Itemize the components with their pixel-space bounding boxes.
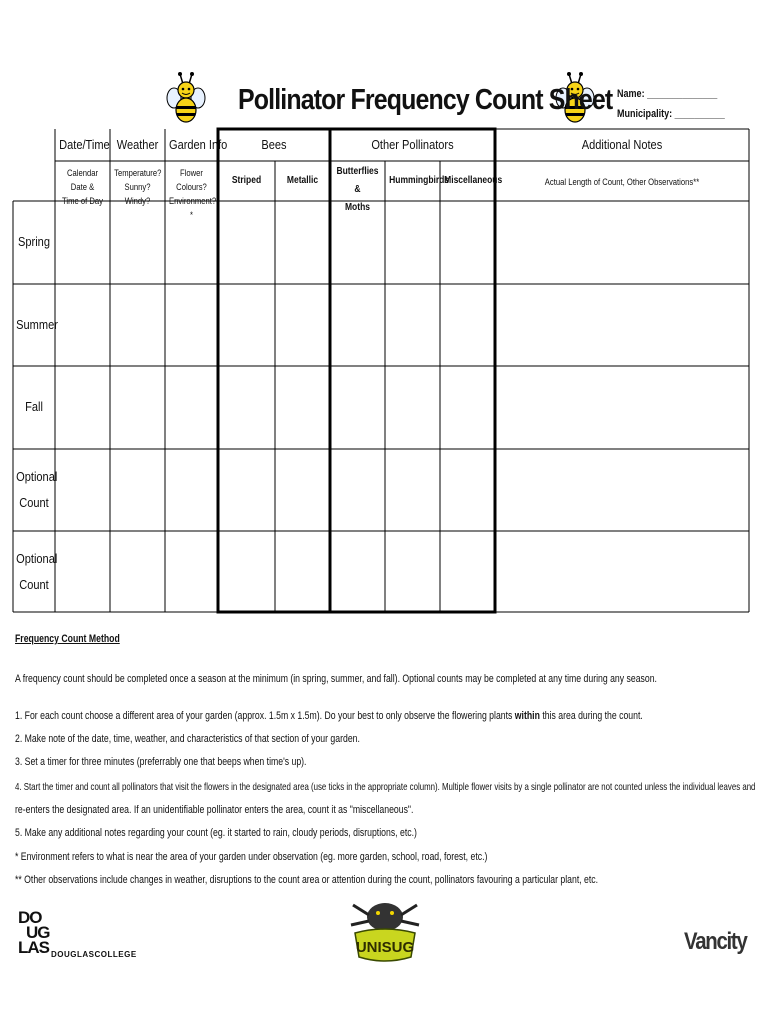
sub-hummingbirds: Hummingbirds <box>389 175 450 186</box>
note-other-observations: ** Other observations include changes in weather, disruptions to the count area or attention during the count, pollinators favouring a particular plant, etc. <box>15 874 599 886</box>
sub-striped: Striped <box>231 175 262 186</box>
header-bees: Bees <box>261 137 287 152</box>
name-field[interactable]: Name: ______________ <box>617 88 718 100</box>
sub-garden-info: Flower Colours? Environment?* <box>168 168 217 220</box>
method-step-5: 5. Make any additional notes regarding your count (eg. it started to rain, cloudy periods, disruptions, etc.) <box>15 827 417 839</box>
sub-weather: Temperature? Sunny? Windy? <box>114 168 162 206</box>
row-label-optional-1: Optional Count <box>16 469 58 510</box>
method-step-4-cont: re-enters the designated area. If an unidentifiable pollinator enters the area, count it as "miscellaneous". <box>15 804 414 816</box>
header-other-pollinators: Other Pollinators <box>371 137 454 152</box>
row-label-spring: Spring <box>18 234 50 249</box>
unisug-logo <box>345 895 425 970</box>
page-title: Pollinator Frequency Count Sheet <box>238 84 613 116</box>
method-heading: Frequency Count Method <box>15 633 120 645</box>
sub-butterflies-moths: Butterflies & Moths <box>336 166 379 213</box>
header-date-time: Date/Time <box>59 137 110 152</box>
sub-additional-notes: Actual Length of Count, Other Observations** <box>544 177 700 187</box>
douglas-college-name: DOUGLASCOLLEGE <box>51 950 137 959</box>
vancity-logo: Vancity <box>684 928 747 955</box>
method-intro: A frequency count should be completed once a season at the minimum (in spring, summer, and fall). Optional counts may be completed at any time during any season. <box>15 673 657 685</box>
sub-miscellaneous: Miscellaneous <box>444 175 503 186</box>
header-additional-notes: Additional Notes <box>581 137 663 152</box>
method-step-3: 3. Set a timer for three minutes (preferrably one that beeps when time's up). <box>15 756 307 768</box>
note-environment: * Environment refers to what is near the area of your garden under observation (eg. more garden, school, road, forest, etc.) <box>15 851 488 863</box>
municipality-field[interactable]: Municipality: __________ <box>617 108 725 120</box>
header-garden-info: Garden Info <box>168 137 228 152</box>
sub-date-time: Calendar Date & Time of Day <box>62 168 103 206</box>
douglas-college-logo: DO UG LAS <box>18 908 50 957</box>
sub-metallic: Metallic <box>286 175 319 186</box>
method-step-2: 2. Make note of the date, time, weather, and characteristics of that section of your garden. <box>15 733 360 745</box>
method-step-4: 4. Start the timer and count all pollinators that visit the flowers in the designated area (use ticks in the appropriate column). Multiple flower visits by a single pollinator are not counted unless the individual leaves and <box>15 781 756 793</box>
row-label-fall: Fall <box>25 399 43 414</box>
svg-text:UNISUG: UNISUG <box>355 939 415 956</box>
row-label-optional-2: Optional Count <box>16 551 58 592</box>
row-label-summer: Summer <box>16 317 58 332</box>
method-step-1: 1. For each count choose a different area of your garden (approx. 1.5m x 1.5m). Do your best to only observe the flowering plants within this area during the count. <box>15 710 643 722</box>
header-weather: Weather <box>116 137 159 152</box>
